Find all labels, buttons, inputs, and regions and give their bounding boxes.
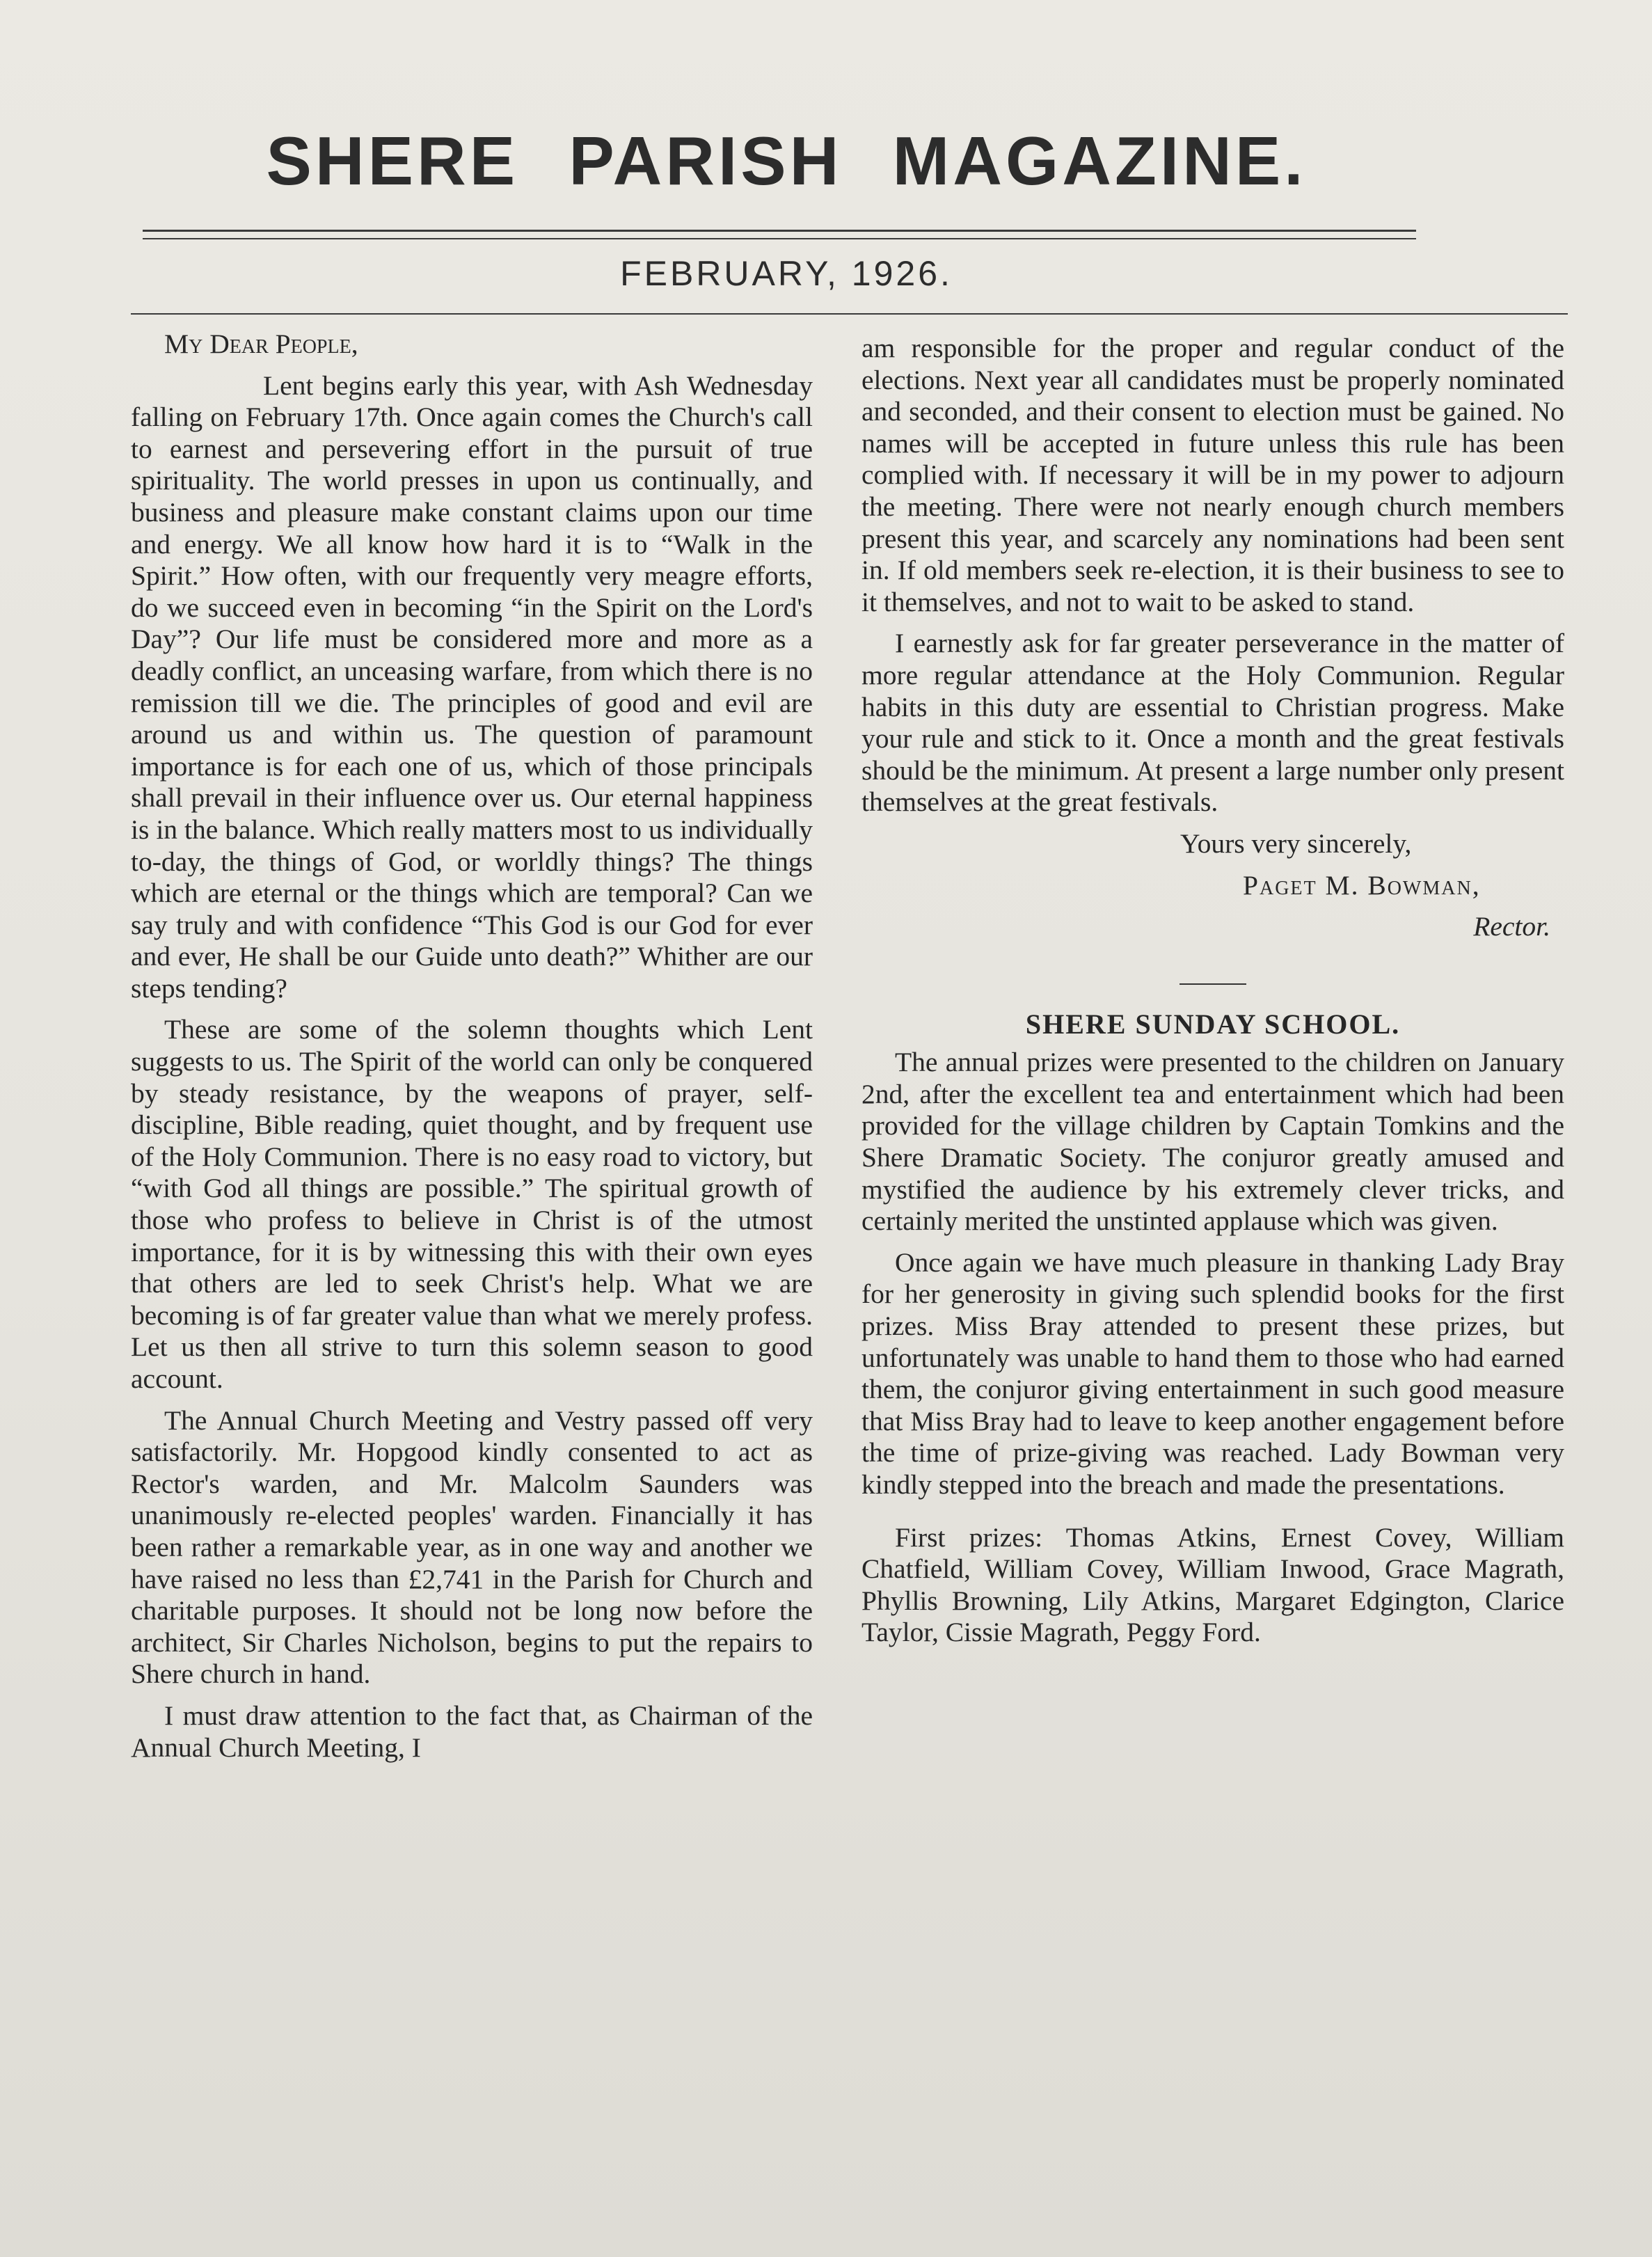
- letter-paragraph: Lent begins early this year, with Ash Wednesday falling on February 17th. Once again comes the Church's call to earnest and persevering effort in the pursuit of true spirituality. The world presses in upon us continually, and business and pleasure make constant claims upon our time and energy. We all know how hard it is to “Walk in the Spirit.” How often, with our frequently very meagre efforts, do we succeed even in becoming “in the Spirit on the Lord's Day”? Our life must be considered more and more as a deadly conflict, an unceasing warfare, from which there is no remission till we die. The principles of good and evil are around us and within us. The question of paramount importance is for each one of us, which of those principals shall prevail in their influence over us. Our eternal happiness is in the balance. Which really matters most to us individually to-day, the things of God, or worldly things? The things which are eternal or the things which are temporal? Can we say truly and with confidence “This God is our God for ever and ever, He shall be our Guide unto death?” Whither are our steps tending?: [131, 370, 813, 1004]
- prize-winners: First prizes: Thomas Atkins, Ernest Covey, William Chatfield, William Covey, William Inwood, Grace Magrath, Phyllis Browning, Lily Atkins, Margaret Edgington, Clarice Taylor, Cissie Magrath, Peggy Ford.: [861, 1521, 1564, 1648]
- date-rule: [131, 313, 1568, 315]
- letter-paragraph: These are some of the solemn thoughts which Lent suggests to us. The Spirit of the world can only be conquered by steady resistance, by the weapons of prayer, self-discipline, Bible reading, quiet thought, and by frequent use of the Holy Communion. There is no easy road to victory, but “with God all things are possible.” The spiritual growth of those who profess to believe in Christ is of the utmost importance, for it is by witnessing this with their own eyes that others are led to seek Christ's help. What we are becoming is of far greater value than what we merely profess. Let us then all strive to turn this solemn season to good account.: [131, 1014, 813, 1394]
- masthead-title: SHERE PARISH MAGAZINE.: [266, 122, 1307, 199]
- letter-salutation: My Dear People,: [164, 328, 358, 359]
- sunday-school-paragraph: The annual prizes were presented to the children on January 2nd, after the excellent tea and entertainment which had been provided for the village children by Captain Tomkins and the Shere Dramatic Society. The conjuror greatly amused and mystified the audience by his extremely clever tricks, and certainly merited the unstinted applause which was given.: [861, 1047, 1564, 1237]
- letter-paragraph: I must draw attention to the fact that, as Chairman of the Annual Church Meeting, I: [131, 1700, 813, 1763]
- letter-paragraph: The Annual Church Meeting and Vestry passed off very satisfactorily. Mr. Hopgood kindly consented to act as Rector's warden, and Mr. Malcolm Saunders was unanimously re-elected peoples' warden. Financially it has been rather a remarkable year, as in one way and another we have raised no less than £2,741 in the Parish for Church and charitable purposes. It should not be long now before the architect, Sir Charles Nicholson, begins to put the repairs to Shere church in hand.: [131, 1404, 813, 1690]
- issue-date: FEBRUARY, 1926.: [620, 254, 953, 293]
- sunday-school-paragraph: Once again we have much pleasure in thanking Lady Bray for her generosity in giving such splendid books for the first prizes. Miss Bray attended to present these prizes, but unfortunately was unable to hand them to those who had earned them, the conjuror giving entertainment in such good measure that Miss Bray had to leave to keep another engagement before the time of prize-giving was reached. Lady Bowman very kindly stepped into the breach and made the presentations.: [861, 1246, 1564, 1500]
- section-title: SHERE SUNDAY SCHOOL.: [1025, 1008, 1401, 1040]
- masthead-rule-top: [143, 230, 1416, 232]
- left-column: [131, 328, 813, 1773]
- letter-closing: Yours very sincerely,: [1180, 827, 1412, 859]
- right-column: [861, 333, 1564, 1658]
- masthead-rule-second: [143, 238, 1416, 239]
- signer-role: Rector.: [1473, 911, 1550, 942]
- letter-paragraph: I earnestly ask for far greater perseverance in the matter of more regular attendance at the Holy Communion. Regular habits in this duty are essential to Christian progress. Make your rule and stick to it. Once a month and the great festivals should be the minimum. At present a large number only present themselves at the great festivals.: [861, 628, 1564, 818]
- letter-signature: Paget M. Bowman,: [1243, 869, 1481, 901]
- letter-paragraph-continued: am responsible for the proper and regular conduct of the elections. Next year all candidates must be properly nominated and seconded, and their consent to election must be gained. No names will be accepted in future unless this rule has been complied with. If necessary it will be in my power to adjourn the meeting. There were not nearly enough church members present this year, and scarcely any nominations had been sent in. If old members seek re-election, it is their business to see to it themselves, and not to wait to be asked to stand.: [861, 333, 1564, 617]
- section-divider: [1180, 983, 1246, 985]
